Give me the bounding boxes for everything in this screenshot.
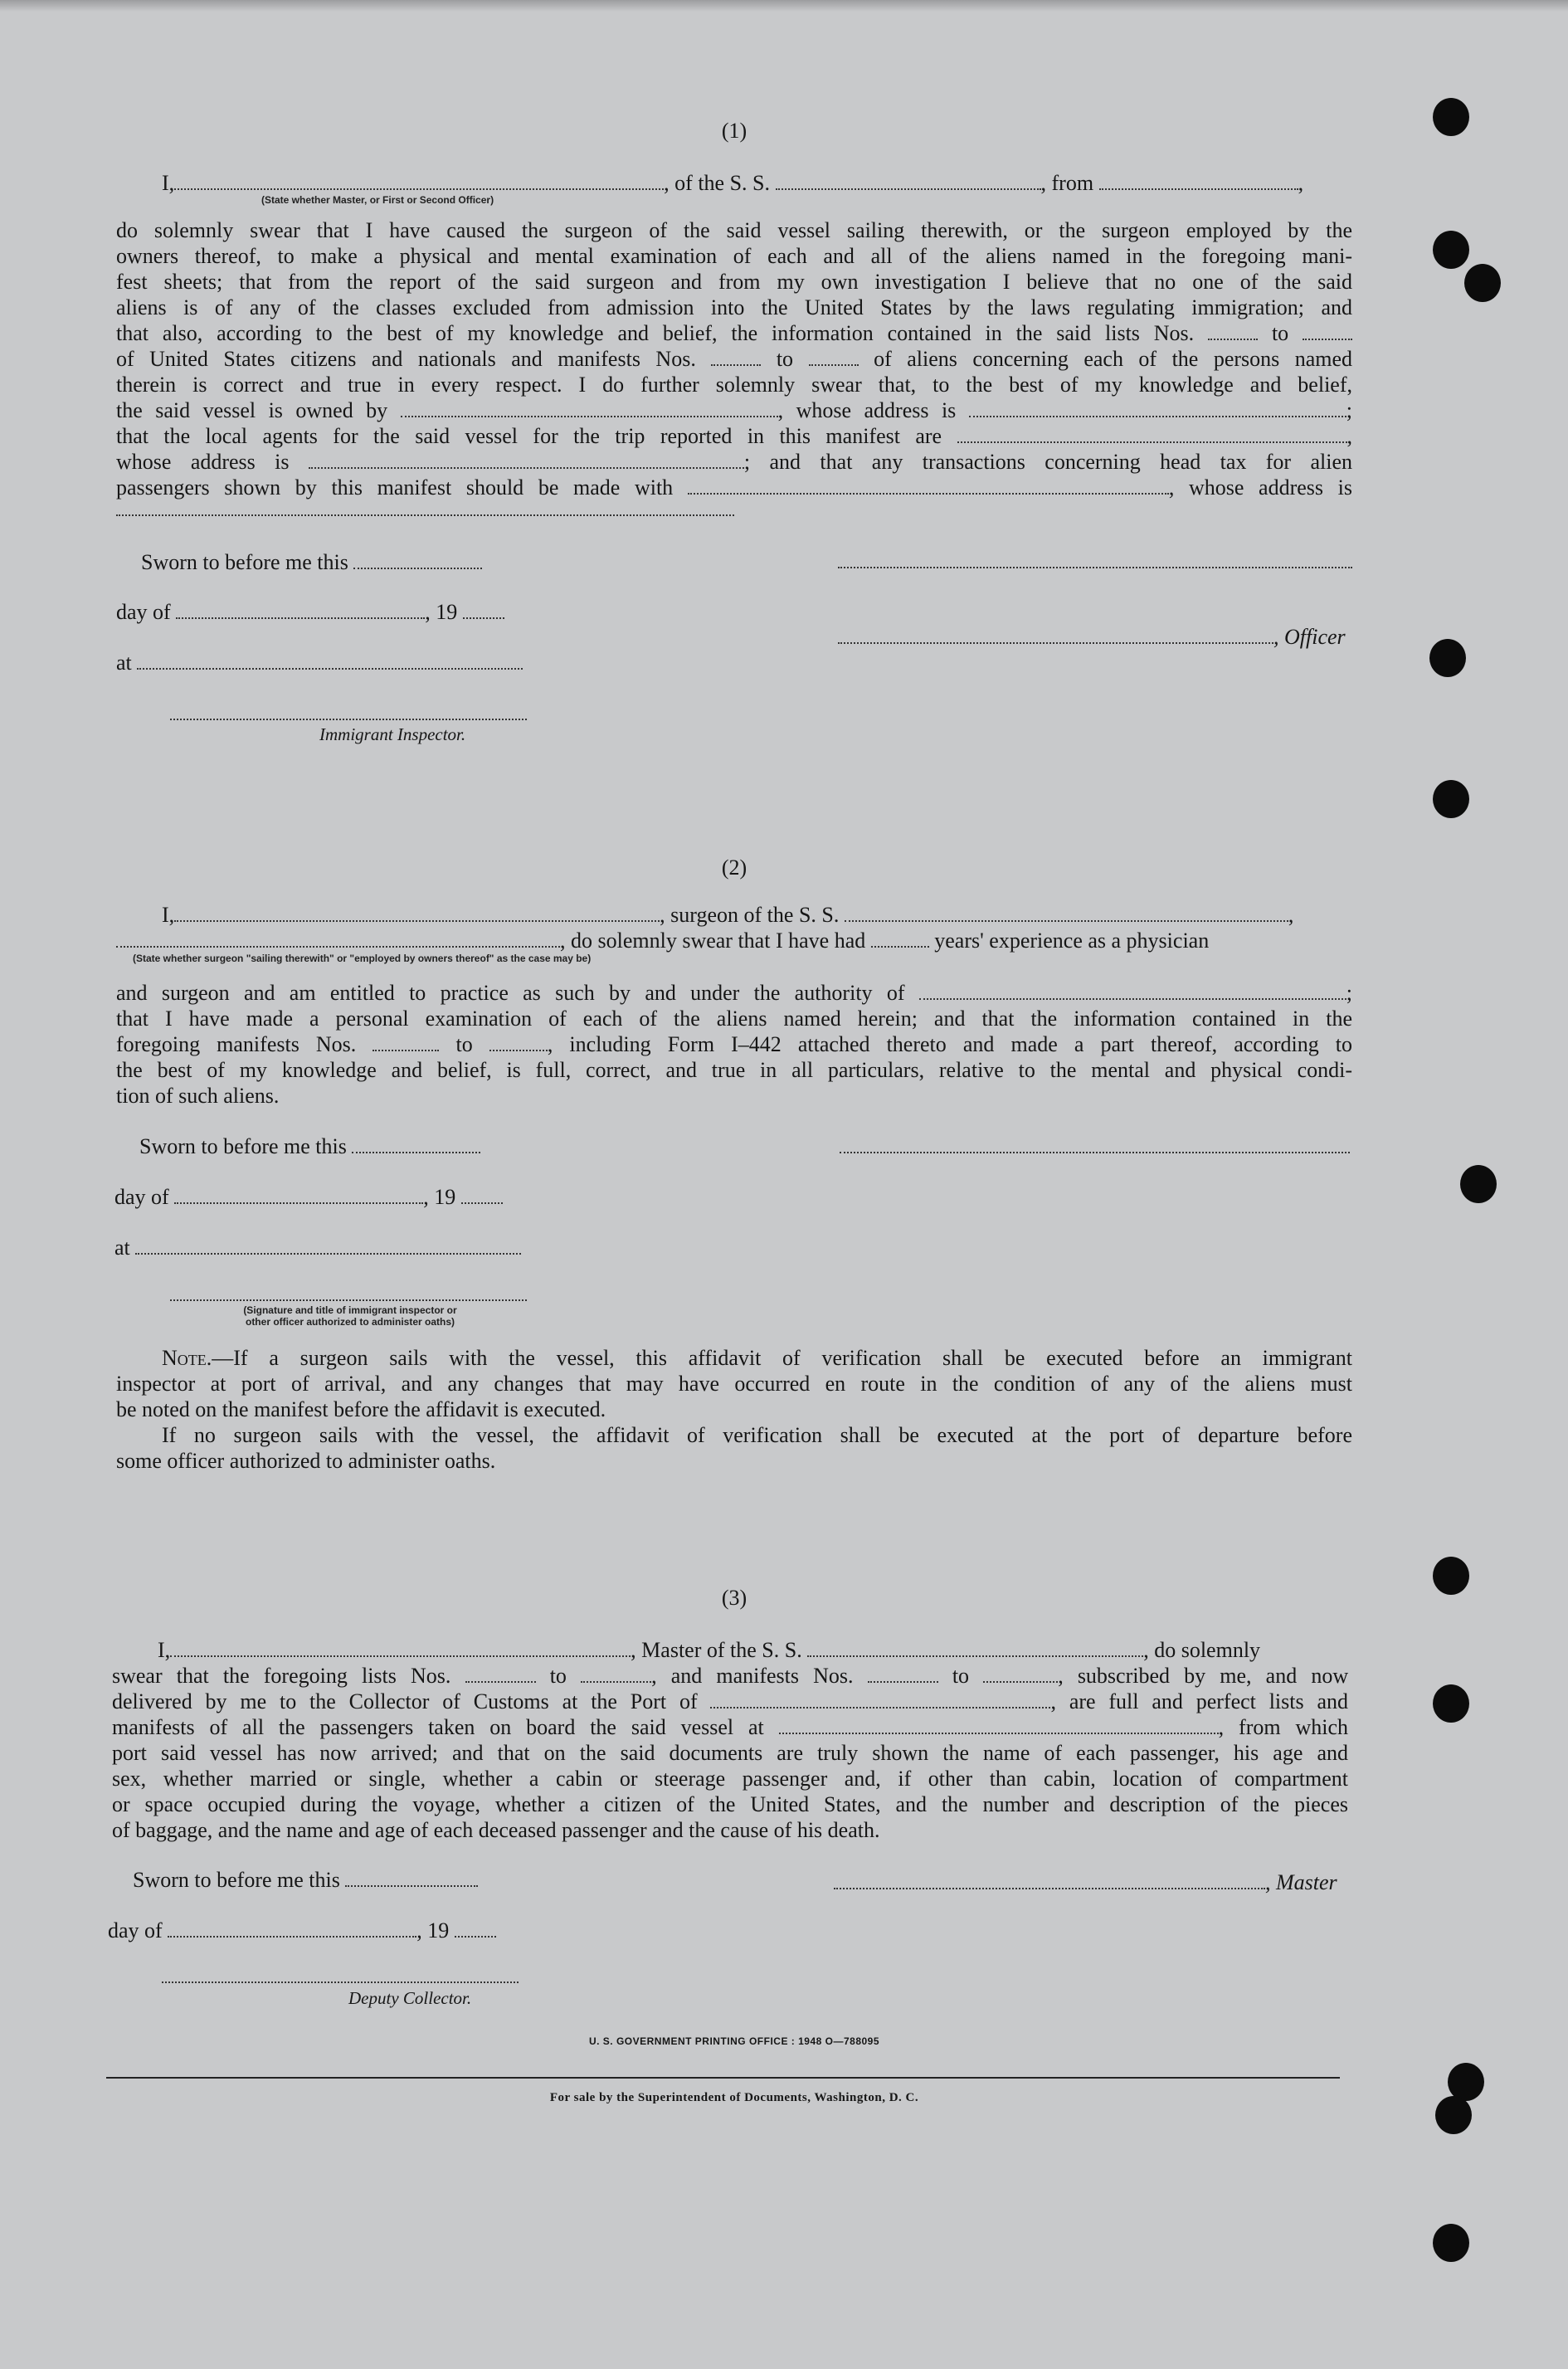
section-1-text-line: do solemnly swear that I have caused the surgeon of the said vessel sailing therewith, or the surgeon employed by the: [116, 218, 1352, 242]
inspector-signature-line: [170, 1299, 527, 1301]
officer-note: (State whether Master, or First or Second Officer): [261, 194, 494, 206]
officer-signature-line: [838, 567, 1352, 568]
section-2-text-line: and surgeon and am entitled to practice as such by and under the authority of ;: [116, 981, 1353, 1005]
section-2-line-2: , do solemnly swear that I have had years' experience as a physician: [116, 928, 1352, 953]
section-1-number: (1): [721, 119, 747, 143]
sworn-line: Sworn to before me this: [141, 549, 482, 575]
section-1-text-line: that the local agents for the said vessel for the trip reported in this manifest are ,: [116, 424, 1353, 448]
section-3-text-line: manifests of all the passengers taken on board the said vessel at , from which: [112, 1715, 1349, 1739]
section-3-text-line: sex, whether married or single, whether a cabin or steerage passenger and, if other than cabin, location of compartment: [112, 1767, 1348, 1791]
sworn-line: Sworn to before me this: [133, 1867, 478, 1893]
note-line: some officer authorized to administer oaths.: [116, 1449, 496, 1473]
section-3-text-line: delivered by me to the Collector of Customs at the Port of , are full and perfect lists and: [112, 1689, 1348, 1713]
section-1-text-line: fest sheets; that from the report of the said surgeon and from my own investigation I believe that no one of the said: [116, 270, 1352, 294]
punch-hole: [1433, 1684, 1469, 1723]
footer-divider: [106, 2077, 1340, 2079]
officer-line: , Officer: [838, 624, 1346, 650]
day-of-line: day of , 19: [114, 1184, 503, 1210]
section-3-text-line: or space occupied during the voyage, whether a citizen of the United States, and the number and description of the pieces: [112, 1792, 1348, 1816]
section-1-text-line: that also, according to the best of my knowledge and belief, the information contained in the said lists Nos. to: [116, 320, 1352, 346]
at-line: at: [116, 650, 523, 675]
inspector-caption: Immigrant Inspector.: [319, 724, 466, 744]
punch-hole: [1460, 1165, 1497, 1203]
section-3-line-1: I, , Master of the S. S. , do solemnly: [158, 1638, 1261, 1662]
section-3-text-line: of baggage, and the name and age of each deceased passenger and the cause of his death.: [112, 1818, 880, 1842]
collector-caption: Deputy Collector.: [348, 1988, 472, 2008]
punch-hole: [1433, 780, 1469, 818]
section-1-text-line: aliens is of any of the classes excluded from admission into the United States by the laws regulating immigration; and: [116, 295, 1352, 319]
section-1-text-line: therein is correct and true in every respect. I do further solemnly swear that, to the best of my knowledge and belief,: [116, 373, 1352, 397]
note-line: If no surgeon sails with the vessel, the affidavit of verification shall be executed at the port of departure before: [162, 1423, 1352, 1447]
section-2-text-line: the best of my knowledge and belief, is full, correct, and true in all particulars, relative to the mental and physical condi-: [116, 1058, 1352, 1082]
section-1-text-line: passengers shown by this manifest should be made with , whose address is: [116, 475, 1353, 500]
section-1-text-line: whose address is ; and that any transactions concerning head tax for alien: [116, 450, 1352, 474]
page-top-edge: [0, 0, 1568, 12]
punch-hole: [1433, 2224, 1469, 2262]
surgeon-note: (State whether surgeon "sailing therewith" or "employed by owners thereof" as the case may be): [133, 953, 592, 964]
section-3-text-line: port said vessel has now arrived; and that on the said documents are truly shown the name of each passenger, his age and: [112, 1741, 1348, 1765]
note-line: Note.—If a surgeon sails with the vessel, this affidavit of verification shall be executed before an immigrant: [162, 1346, 1352, 1370]
section-1-text-line: owners thereof, to make a physical and mental examination of each and all of the aliens named in the foregoing mani-: [116, 244, 1352, 268]
punch-hole: [1433, 231, 1469, 269]
section-2-line-1: I, , surgeon of the S. S. ,: [162, 903, 1294, 927]
signature-note: (Signature and title of immigrant inspector or other officer authorized to administer oaths): [243, 1304, 457, 1328]
note-line: be noted on the manifest before the affidavit is executed.: [116, 1397, 606, 1421]
punch-hole: [1464, 264, 1501, 302]
section-2-number: (2): [721, 855, 747, 880]
section-1-line-1: I, , of the S. S. , from ,: [162, 171, 1304, 195]
note-line: inspector at port of arrival, and any changes that may have occurred en route in the condition of any of the aliens must: [116, 1372, 1352, 1396]
master-line: , Master: [834, 1869, 1337, 1895]
section-3-number: (3): [721, 1586, 747, 1610]
section-2-text-line: tion of such aliens.: [116, 1084, 280, 1108]
for-sale-note: For sale by the Superintendent of Documents, Washington, D. C.: [549, 2091, 919, 2104]
printing-office-imprint: U. S. GOVERNMENT PRINTING OFFICE : 1948 O—788095: [588, 2035, 880, 2047]
at-line: at: [114, 1235, 521, 1260]
address-line: [116, 514, 734, 516]
surgeon-signature-line: [840, 1152, 1350, 1153]
sworn-line: Sworn to before me this: [139, 1133, 480, 1159]
section-2-text-line: foregoing manifests Nos. to , including Form I–442 attached thereto and made a part thereof, according to: [116, 1032, 1353, 1056]
punch-hole: [1429, 639, 1466, 677]
collector-signature-line: [162, 1981, 519, 1983]
inspector-signature-line: [170, 719, 527, 720]
section-2-text-line: that I have made a personal examination of each of the aliens named herein; and that the information contained in the: [116, 1007, 1352, 1031]
day-of-line: day of , 19: [116, 599, 504, 625]
section-3-text-line: swear that the foregoing lists Nos. to , and manifests Nos. to , subscribed by me, and now: [112, 1664, 1349, 1688]
day-of-line: day of , 19: [108, 1918, 496, 1943]
section-1-text-line: the said vessel is owned by , whose address is ;: [116, 398, 1352, 422]
section-1-text-line: of United States citizens and nationals and manifests Nos. to of aliens concerning each of the persons named: [116, 347, 1353, 371]
